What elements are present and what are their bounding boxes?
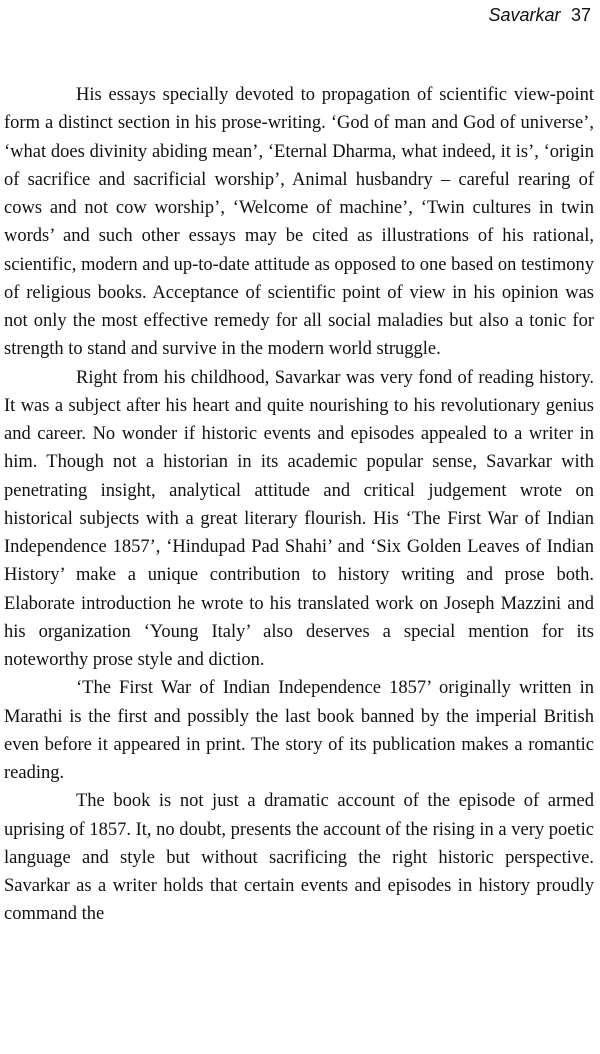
running-title: Savarkar: [488, 5, 561, 25]
running-header: [488, 4, 591, 26]
paragraph-history-writing: Right from his childhood, Savarkar was very fond of reading history. It was a subject after his heart and quite nourishing to his revolutionary genius and career. No wonder if historic events and episodes appealed to a writer in him. Though not a historian in its academic popular sense, Savarkar with penetrating insight, analytical attitude and critical judgement wrote on historical subjects with a great literary flourish. His ‘The First War of Indian Independence 1857’, ‘Hindupad Pad Shahi’ and ‘Six Golden Leaves of Indian History’ make a unique contribution to history writing and prose both. Elaborate introduction he wrote to his translated work on Joseph Mazzini and his organization ‘Young Italy’ also deserves a special mention for its noteworthy prose style and diction.: [4, 367, 594, 670]
page-number: 37: [570, 5, 591, 25]
paragraph-book-account: The book is not just a dramatic account of the episode of armed uprising of 1857. It, no doubt, presents the account of the rising in a very poetic language and style but without sacrificing the right historic perspective. Savarkar as a writer holds that certain events and episodes in history proudly command the: [4, 791, 594, 925]
paragraph-scientific-essays: His essays specially devoted to propagation of scientific view-point form a distinct section in his prose-writing. ‘God of man and God of universe’, ‘what does divinity abiding mean’, ‘Eternal Dharma, what indeed, it is’, ‘origin of sacrifice and sacrificial worship’, Animal husbandry – careful rearing of cows and not cow worship’, ‘Welcome of machine’, ‘Twin cultures in twin words’ and such other essays may be cited as illustrations of his rational, scientific, modern and up-to-date attitude as opposed to one based on testimony of religious books. Acceptance of scientific point of view in his opinion was not only the most effective remedy for all social maladies but also a tonic for strength to stand and survive in the modern world struggle.: [4, 85, 594, 360]
body-text: [4, 81, 594, 929]
paragraph-banned-book: ‘The First War of Indian Independence 1857’ originally written in Marathi is the first and possibly the last book banned by the imperial British even before it appeared in print. The story of its publication makes a romantic reading.: [4, 678, 594, 783]
